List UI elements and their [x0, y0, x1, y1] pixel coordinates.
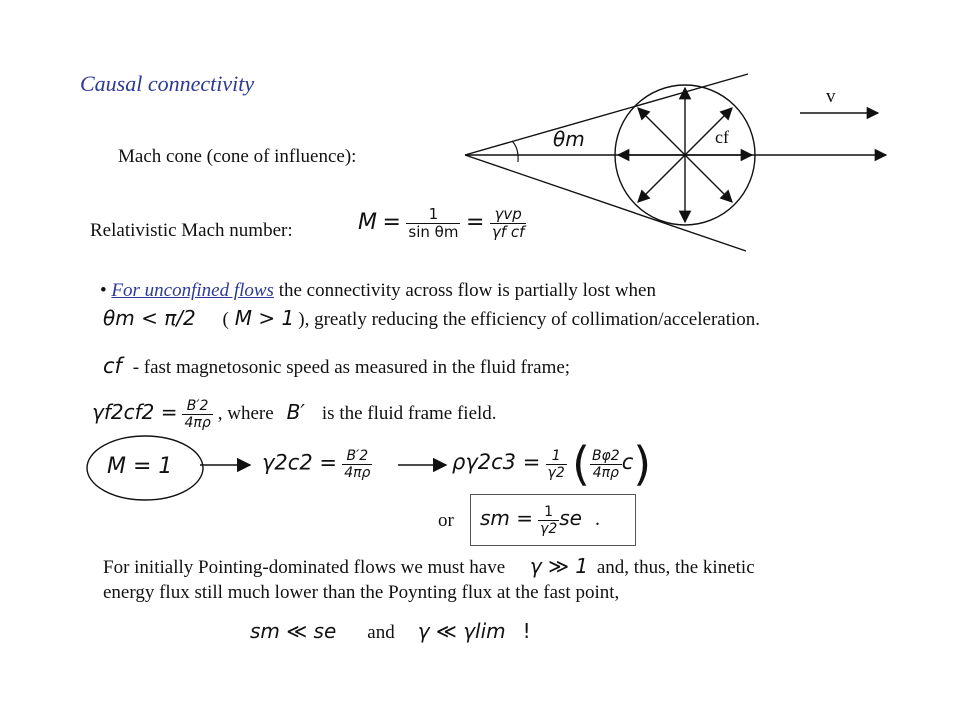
theta-arc [512, 141, 518, 162]
M-symbol: M [358, 209, 377, 235]
M-equals-1: M = 1 [107, 454, 173, 479]
unconfined-flows-link[interactable]: For unconfined flows [111, 280, 274, 301]
fraction-1-sin: $\frac{1}{\text{sin θm}}$ [408, 205, 459, 242]
mach-cone-label: Mach cone (cone of influence): [118, 146, 357, 167]
theta-m-label: θm [553, 127, 585, 151]
velocity-label: v [826, 86, 836, 107]
or-label: or [438, 510, 454, 531]
cone-upper-line [465, 74, 748, 155]
fluid-frame-equation: γf2cf2 = $\frac{B'2}{4\pi\rho}$ , where B′ is the fluid frame field. [92, 398, 497, 432]
pointing-line-2: energy flux still much lower than the Poynting flux at the fast point, [103, 582, 620, 603]
relativistic-label: Relativistic Mach number: [90, 220, 293, 241]
sm-equation: sm = $\frac{1}{\gamma 2}$ se . [480, 503, 600, 537]
fraction-gamma-v: $\frac{\text{γvp}}{\text{γf cf}}$ [491, 205, 525, 242]
unconfined-line-1: • For unconfined flows the connectivity across flow is partially lost when [100, 280, 656, 301]
final-relations: sm ≪ se and γ ≪ γlim ! [250, 619, 531, 643]
cf-label: cf [715, 127, 729, 147]
unconfined-line-2: θm < π/2 ( M > 1 ), greatly reducing the efficiency of collimation/acceleration. [103, 306, 761, 330]
radial-arrow-dr [685, 155, 732, 202]
radial-arrow-dl [638, 155, 685, 202]
slide-title: Causal connectivity [80, 71, 255, 96]
radial-arrow-ul [638, 108, 685, 155]
relativistic-equation: M = $\frac{1}{\text{sin θm}}$ = $\frac{\text{γvp}}{\text{γf cf}}$ [358, 205, 525, 242]
chain-equation-2: γ2c2 = $\frac{B'2}{4\pi\rho}$ [262, 448, 371, 482]
cf-definition: cf - fast magnetosonic speed as measured in the fluid frame; [103, 354, 571, 378]
pointing-line-1: For initially Pointing-dominated flows we must have γ ≫ 1 and, thus, the kinetic [103, 554, 755, 578]
chain-equation-3: ργ2c3 = $\frac{1}{\gamma 2}$ ( $\frac{B\varphi 2}{4\pi\rho}$ c) [452, 437, 652, 492]
